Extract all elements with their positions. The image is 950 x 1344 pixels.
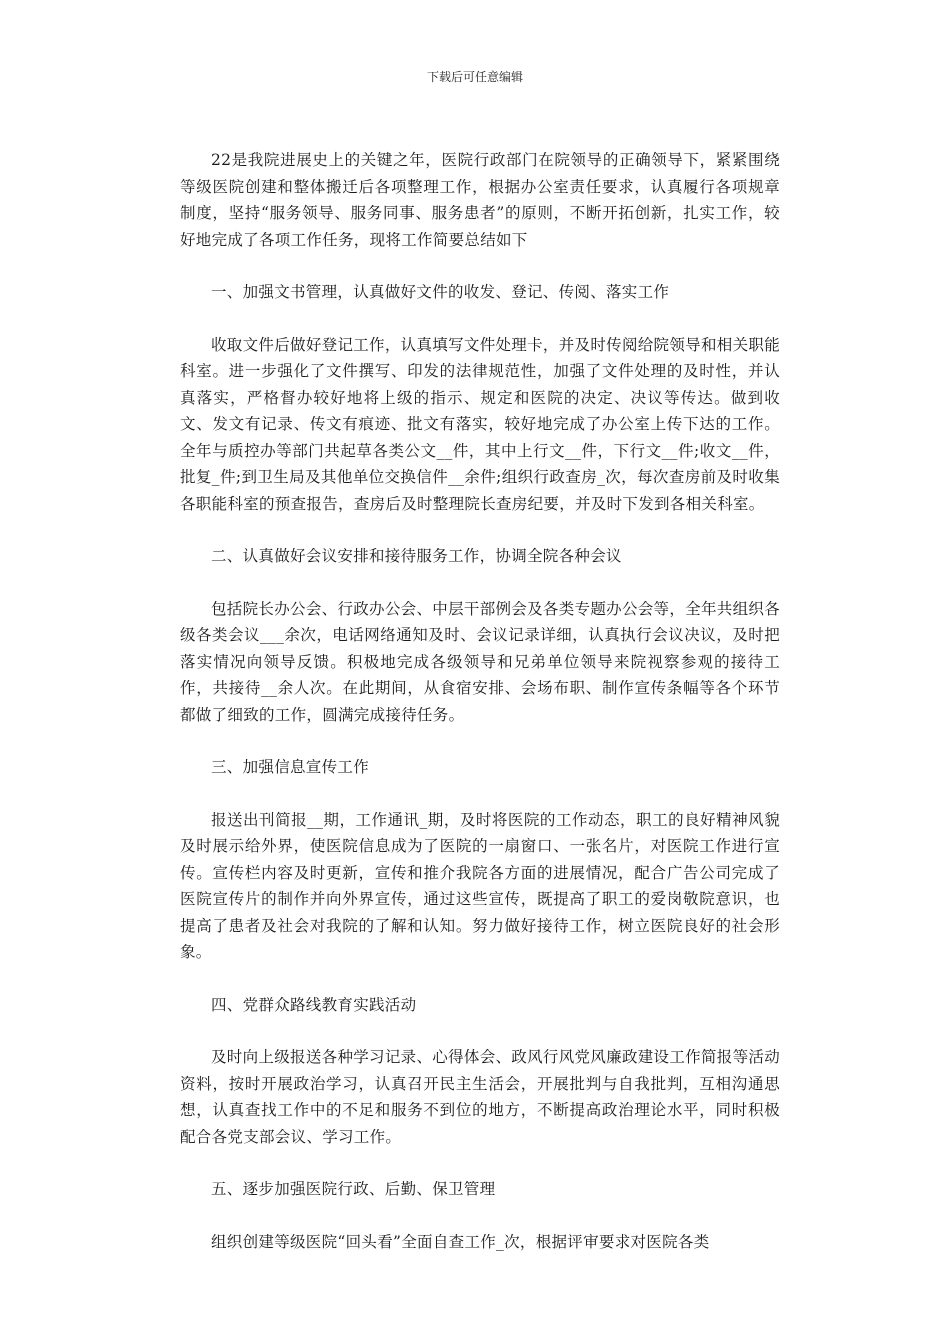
section-heading-5: 五、逐步加强医院行政、后勤、保卫管理 [211,1180,496,1198]
section-body-3: 报送出刊简报__期，工作通讯_期，及时将医院的工作动态，职工的良好精神风貌及时展示给外界，使医院信息成为了医院的一扇窗口、一张名片，对医院工作进行宣传。宣传栏内容及时更新，宣传和推介我院各方面的进展情况，配合广告公司完成了医院宣传片的制作并向外界宣传，通过这些宣传，既提高了职工的爱岗敬院意识，也提高了患者及社会对我院的了解和认知。努力做好接待工作，树立医院良好的社会形象。 [180,810,780,961]
page-header-caption: 下载后可任意编辑 [426,70,523,84]
section-heading-3: 三、加强信息宣传工作 [211,758,370,776]
intro-paragraph: 22是我院进展史上的关键之年，医院行政部门在院领导的正确领导下，紧紧围绕等级医院创建和整体搬迁后各项整理工作，根据办公室责任要求，认真履行各项规章制度，坚持“服务领导、服务同事、服务患者”的原则，不断开拓创新，扎实工作，较好地完成了各项工作任务，现将工作简要总结如下 [180,151,780,249]
section-heading-2: 二、认真做好会议安排和接待服务工作，协调全院各种会议 [211,547,622,565]
section-body-2: 包括院长办公会、行政办公会、中层干部例会及各类专题办公会等，全年共组织各级各类会议___余次，电话网络通知及时、会议记录详细，认真执行会议决议，及时把落实情况向领导反馈。积极地完成各级领导和兄弟单位领导来院视察参观的接待工作，共接待__余人次。在此期间，从食宿安排、会场布职、制作宣传条幅等各个环节都做了细致的工作，圆满完成接待任务。 [180,599,780,724]
section-body-4: 及时向上级报送各种学习记录、心得体会、政风行风党风廉政建设工作简报等活动资料，按时开展政治学习，认真召开民主生活会，开展批判与自我批判，互相沟通思想，认真查找工作中的不足和服务不到位的地方，不断提高政治理论水平，同时积极配合各党支部会议、学习工作。 [180,1048,780,1146]
section-heading-4: 四、党群众路线教育实践活动 [211,995,417,1014]
document-body [180,147,780,1255]
section-body-1: 收取文件后做好登记工作，认真填写文件处理卡，并及时传阅给院领导和相关职能科室。进一步强化了文件撰写、印发的法律规范性，加强了文件处理的及时性，并认真落实，严格督办较好地将上级的指示、规定和医院的决定、决议等传达。做到收文、发文有记录、传文有痕迹、批文有落实，较好地完成了办公室上传下达的工作。全年与质控办等部门共起草各类公文__件，其中上行文__件，下行文__件;收文__件，批复_件;到卫生局及其他单位交换信件__余件;组织行政查房_次，每次查房前及时收集各职能科室的预查报告，查房后及时整理院长查房纪要，并及时下发到各相关科室。 [180,335,780,513]
section-heading-1: 一、加强文书管理，认真做好文件的收发、登记、传阅、落实工作 [211,283,670,301]
section-body-5: 组织创建等级医院“回头看”全面自查工作_次，根据评审要求对医院各类 [211,1232,710,1251]
